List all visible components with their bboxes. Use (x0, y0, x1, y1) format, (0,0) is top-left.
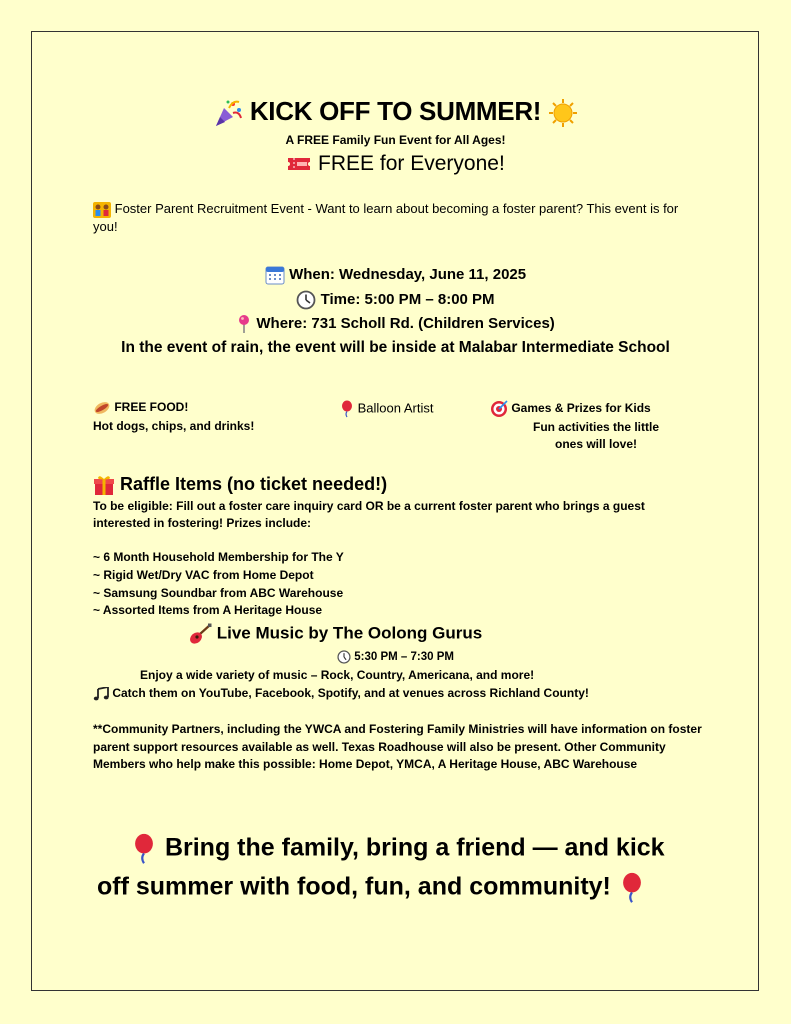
food-title: FREE FOOD! (114, 400, 189, 415)
games-title-row (490, 400, 651, 418)
pushpin-icon (236, 314, 252, 334)
rain-note: In the event of rain, the event will be inside at Malabar Intermediate School (121, 339, 670, 356)
closing-line-2-row (97, 872, 646, 904)
sun-icon (548, 98, 578, 128)
event-date: When: Wednesday, June 11, 2025 (289, 265, 527, 283)
prize-item: ~ Samsung Soundbar from ABC Warehouse (93, 586, 344, 600)
clock-icon (337, 650, 351, 664)
gift-icon (93, 474, 115, 496)
community-partners: **Community Partners, including the YWCA and Fostering Family Ministries will have information on foster parent support resources available as well. Texas Roadhouse will also be present. Other Community Members who help make this possible: Home Depot, YMCA, A Heritage House, ABC Warehouse (93, 722, 702, 771)
food-desc: Hot dogs, chips, and drinks! (93, 419, 255, 433)
calendar-icon (265, 265, 285, 285)
when-row (0, 265, 791, 285)
music-time: 5:30 PM – 7:30 PM (354, 651, 454, 664)
prize-item: ~ 6 Month Household Membership for The Y (93, 550, 344, 564)
closing-line-1-row (130, 833, 665, 865)
prize-item: ~ Rigid Wet/Dry VAC from Home Depot (93, 568, 314, 582)
intro-text: Foster Parent Recruitment Event - Want to learn about becoming a foster parent? This event is for you! (93, 201, 679, 234)
balloon-icon (340, 400, 354, 418)
time-row (0, 290, 791, 310)
event-time: Time: 5:00 PM – 8:00 PM (320, 290, 495, 308)
balloon-icon (130, 833, 158, 865)
guitar-icon (188, 623, 212, 645)
balloon-artist: Balloon Artist (357, 400, 434, 416)
food-title-row (93, 400, 188, 416)
closing-line-2: off summer with food, fun, and community! (97, 872, 611, 901)
raffle-eligibility: To be eligible: Fill out a foster care inquiry card OR be a current foster parent who brings a guest interested in fostering! Prizes include: (93, 499, 645, 530)
intro-paragraph (93, 200, 703, 236)
music-note-icon (93, 687, 109, 701)
music-heading-row (188, 623, 482, 645)
raffle-heading: Raffle Items (no ticket needed!) (120, 474, 388, 494)
games-desc: Fun activities the little ones will love! (532, 420, 660, 451)
event-location: Where: 731 Scholl Rd. (Children Services) (256, 314, 555, 332)
clock-icon (296, 290, 316, 310)
party-popper-icon (213, 98, 243, 128)
closing-line-1: Bring the family, bring a friend — and kick (164, 833, 665, 862)
ticket-icon (286, 154, 312, 174)
music-time-row (0, 650, 791, 664)
event-title: KICK OFF TO SUMMER! (249, 96, 542, 126)
raffle-heading-row (93, 474, 387, 496)
free-line-row (0, 152, 791, 176)
family-icon (93, 202, 111, 218)
music-follow: Catch them on YouTube, Facebook, Spotify, and at venues across Richland County! (112, 686, 589, 700)
games-title: Games & Prizes for Kids (511, 401, 651, 416)
hotdog-icon (93, 400, 111, 416)
balloon-row (340, 400, 434, 418)
music-description: Enjoy a wide variety of music – Rock, Country, Americana, and more! (140, 668, 535, 682)
balloon-icon (618, 872, 646, 904)
target-icon (490, 400, 508, 418)
music-follow-row (93, 686, 589, 701)
free-for-everyone: FREE for Everyone! (318, 152, 505, 175)
where-row (0, 314, 791, 334)
event-subtitle: A FREE Family Fun Event for All Ages! (285, 133, 506, 147)
music-heading: Live Music by The Oolong Gurus (216, 623, 483, 643)
prize-item: ~ Assorted Items from A Heritage House (93, 603, 323, 617)
page-title-row (0, 96, 791, 128)
